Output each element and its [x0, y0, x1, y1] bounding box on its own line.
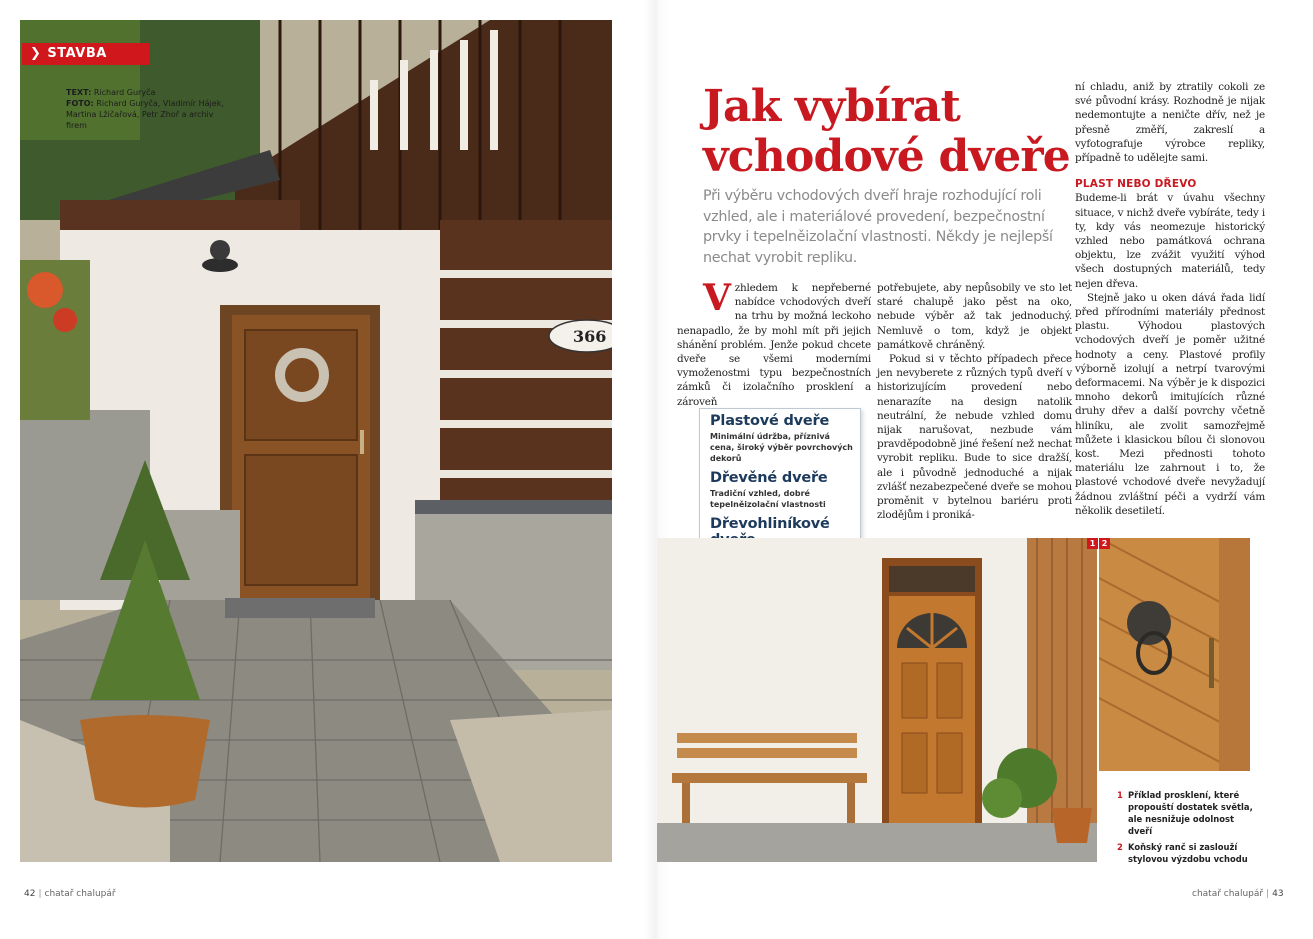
section-tag [22, 43, 149, 65]
photo-horse-door-knocker [1099, 538, 1250, 771]
headline-line-1: Jak vybírat [703, 81, 960, 132]
photo-number-badges [1087, 538, 1110, 549]
photo-credits [66, 87, 236, 131]
magazine-name-left: chatař chalupář [44, 889, 116, 899]
caption-number: 2 [1117, 842, 1123, 852]
section-label: STAVBA [47, 46, 107, 61]
article-column-3 [1075, 80, 1265, 518]
article-paragraph [677, 277, 871, 409]
photo-caption-2 [1117, 841, 1257, 865]
sidebar-text: Tradiční vzhled, dobré tepelněizolační vlastnosti [710, 489, 826, 509]
credit-text-label: TEXT: [66, 88, 92, 97]
house-number-text: 366 [573, 327, 607, 346]
col1-text: zhledem k nepřeberné nabídce vchodových dveří na trhu by možná leckoho nenapadlo, že by mohl mít při jejich shánění problém. Jenže pokud chcete dveře se všemi moderními vymoženostmi typu bezpečnostních zámků či izolačního prosklení a zároveň [677, 282, 871, 408]
folio-right: chatař chalupář | 43 [1192, 889, 1284, 899]
door-glazing-illustration [657, 538, 1097, 862]
article-column-1 [677, 277, 871, 409]
sidebar-title: Dřevěné dveře [710, 470, 828, 486]
article-headline [703, 82, 1073, 182]
photo-badge-2: 2 [1099, 538, 1110, 549]
article-lead: Při výběru vchodových dveří hraje rozhodující roli vzhled, ale i materiálové provedení, bezpečnostní prvky i tepelněizolační vlastnosti. Někdy je nejlepší nechat vyrobit repliku. [703, 188, 1053, 266]
chevron-right-icon: ❯ [30, 46, 42, 61]
caption-number: 1 [1117, 790, 1123, 800]
folio-left: 42 | chatař chalupář [24, 889, 116, 899]
article-paragraph: ní chladu, aniž by ztratily cokoli ze své původní krásy. Rozhodně je nijak nedemontujte a neničte dřív, než je přesně změří, zakreslí a vyfotografuje výrobce repliky, případně to udělejte sami. [1075, 81, 1265, 165]
photo-caption-1 [1117, 789, 1257, 837]
article-subhead: PLAST NEBO DŘEVO [1075, 178, 1197, 191]
horse-knocker-illustration [1099, 538, 1250, 771]
headline-line-2: vchodové dveře [703, 131, 1070, 182]
article-column-2 [877, 281, 1072, 522]
article-paragraph: Stejně jako u oken dává řada lidí před přírodními materiály přednost plastu. Výhodou plastových vchodových dveří je poměr užitné hodnoty a ceny. Plastové profily výborně izolují a netrpí tvarovými deformacemi. Na výběr je k dispozici mnoho dekorů imitujících různé druhy dřev a další povrchy včetně hliníku, ale zvolit samozřejmě můžete i klasickou bílou či slonovou kost. Mezi přednosti tohoto materiálu lze zahrnout i to, že plastové vchodové dveře nevyžadují žádnou zvláštní péči a vydrží vám několik desetiletí. [1075, 291, 1265, 517]
caption-text: Příklad prosklení, které propouští dostatek světla, ale nesnižuje odolnost dveří [1128, 790, 1253, 836]
main-photo-house-entrance [20, 20, 612, 862]
caption-text: Koňský ranč si zaslouží stylovou výzdobu vchodu [1128, 842, 1248, 864]
magazine-name-right: chatař chalupář [1192, 889, 1264, 899]
sidebar-text: Minimální údržba, příznivá cena, široký výběr povrchových dekorů [710, 432, 853, 463]
credit-text-line [66, 87, 236, 98]
article-paragraph: Pokud si v těchto případech přece jen nevyberete z různých typů dveří v historizujícím provedení nebo nenarazíte na design natolik neutrální, že nebude vzhled domu nijak narušovat, nezbude vám pravděpodobně jiné řešení než nechat vyrobit repliku. Bude to sice dražší, ale i původně jednoduché a nijak zvlášť nezabezpečené dveře se mohou proměnit v bytelnou bariéru proti zlodějům i proniká- [877, 353, 1072, 522]
page-number-right: 43 [1272, 889, 1284, 899]
article-paragraph: potřebujete, aby nepůsobily ve sto let staré chalupě jako pěst na oko, nebude výběr až tak jednoduchý. Nemluvě o tom, když je objekt památkově chráněný. [877, 282, 1072, 351]
credit-photo-authors: Richard Guryča, Vladimír Hájek, Martina Lžičařová, Petr Zhoř a archiv firem [66, 99, 224, 130]
photo-badge-1: 1 [1087, 538, 1098, 549]
drop-cap: V [703, 277, 731, 319]
credit-photo-label: FOTO: [66, 99, 94, 108]
credit-photo-line [66, 98, 236, 131]
photo-door-with-window [657, 538, 1097, 862]
article-paragraph: Budeme-li brát v úvahu všechny situace, v nichž dveře vybíráte, tedy i ty, kdy vás neomezuje historický vzhled nebo památková ochrana objektu, lze zvážit využití výhod všech dostupných materiálů, tedy nejen dřeva. [1075, 192, 1265, 290]
sidebar-title: Plastové dveře [710, 413, 830, 429]
credit-text-author: Richard Guryča [93, 88, 156, 97]
page-number-left: 42 [24, 889, 36, 899]
sidebar-title: Dřevohliníkové [710, 516, 830, 532]
house-entrance-illustration [20, 20, 612, 862]
